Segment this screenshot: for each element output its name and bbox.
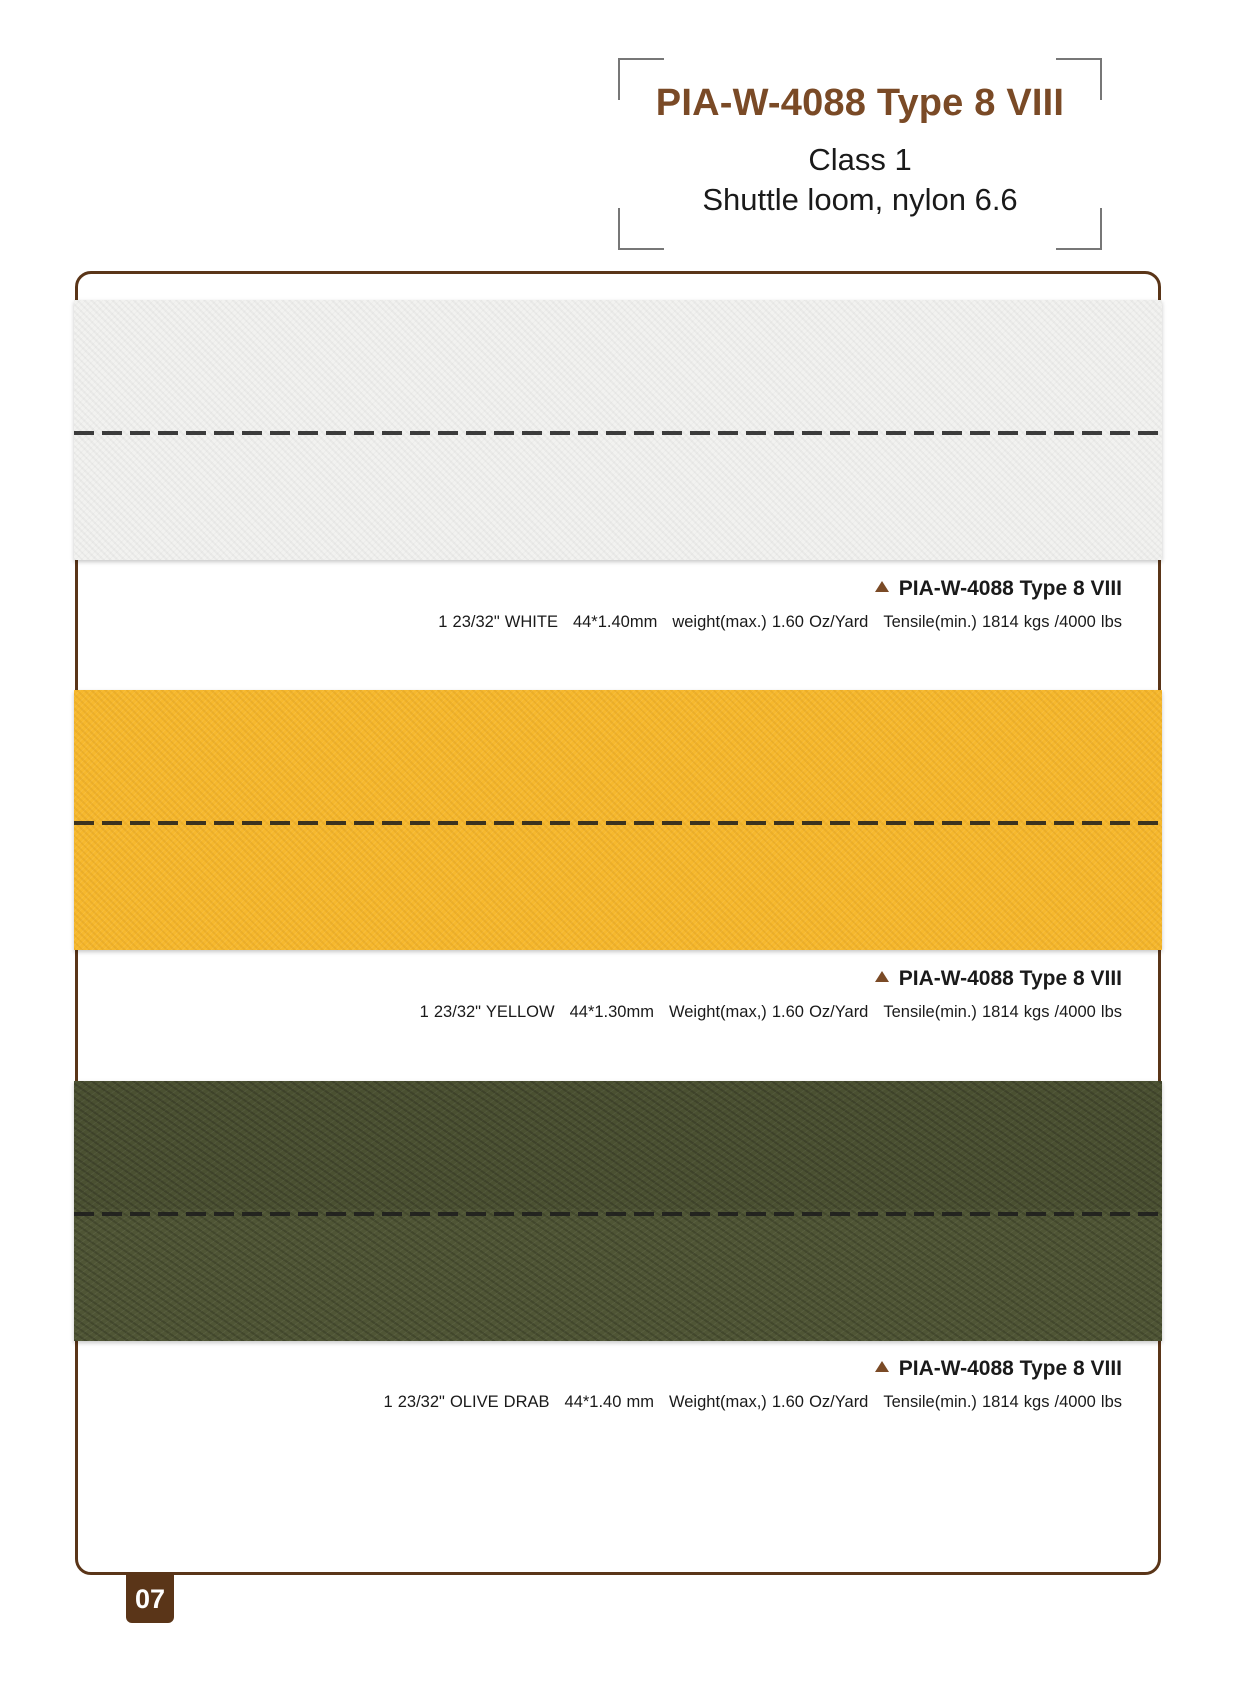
spec-dimensions: 44*1.30mm xyxy=(569,1003,654,1021)
spec-size-color: 1 23/32" WHITE xyxy=(438,613,558,631)
center-stitch-line xyxy=(74,431,1162,435)
product-title: PIA-W-4088 Type 8 VIII xyxy=(898,1357,1122,1380)
spec-size-color: 1 23/32" OLIVE DRAB xyxy=(383,1393,550,1411)
product-caption-olive-drab xyxy=(383,1357,1122,1412)
webbing-swatch-white xyxy=(74,300,1162,560)
product-specs xyxy=(383,1393,1122,1412)
weave-texture xyxy=(74,1081,1162,1341)
spec-weight: Weight(max,) 1.60 Oz/Yard xyxy=(668,1393,869,1411)
product-title: PIA-W-4088 Type 8 VIII xyxy=(898,577,1122,600)
webbing-swatch-yellow xyxy=(74,690,1162,950)
page-number-badge: 07 xyxy=(126,1575,174,1623)
spec-tensile: Tensile(min.) 1814 kgs /4000 lbs xyxy=(883,613,1122,631)
triangle-bullet-icon xyxy=(875,971,889,982)
triangle-bullet-icon xyxy=(875,1361,889,1372)
webbing-swatch-olive-drab xyxy=(74,1081,1162,1341)
weave-texture xyxy=(74,300,1162,560)
product-specs xyxy=(420,1003,1122,1022)
spec-dimensions: 44*1.40 mm xyxy=(564,1393,654,1411)
page-title: PIA-W-4088 Type 8 VIII xyxy=(655,82,1065,124)
spec-tensile: Tensile(min.) 1814 kgs /4000 lbs xyxy=(883,1003,1122,1021)
product-title: PIA-W-4088 Type 8 VIII xyxy=(898,967,1122,990)
spec-weight: weight(max.) 1.60 Oz/Yard xyxy=(672,613,869,631)
product-caption-white xyxy=(438,577,1122,632)
triangle-bullet-icon xyxy=(875,581,889,592)
class-label: Class 1 xyxy=(808,142,912,177)
center-stitch-line xyxy=(74,1212,1162,1216)
spec-size-color: 1 23/32" YELLOW xyxy=(419,1003,555,1021)
material-label: Shuttle loom, nylon 6.6 xyxy=(702,182,1018,217)
weave-texture xyxy=(74,690,1162,950)
spec-weight: Weight(max,) 1.60 Oz/Yard xyxy=(668,1003,869,1021)
spec-dimensions: 44*1.40mm xyxy=(572,613,658,631)
product-header xyxy=(618,58,1102,250)
spec-tensile: Tensile(min.) 1814 kgs /4000 lbs xyxy=(883,1393,1122,1411)
product-caption-yellow xyxy=(420,967,1122,1022)
product-specs xyxy=(438,613,1122,632)
center-stitch-line xyxy=(74,821,1162,825)
